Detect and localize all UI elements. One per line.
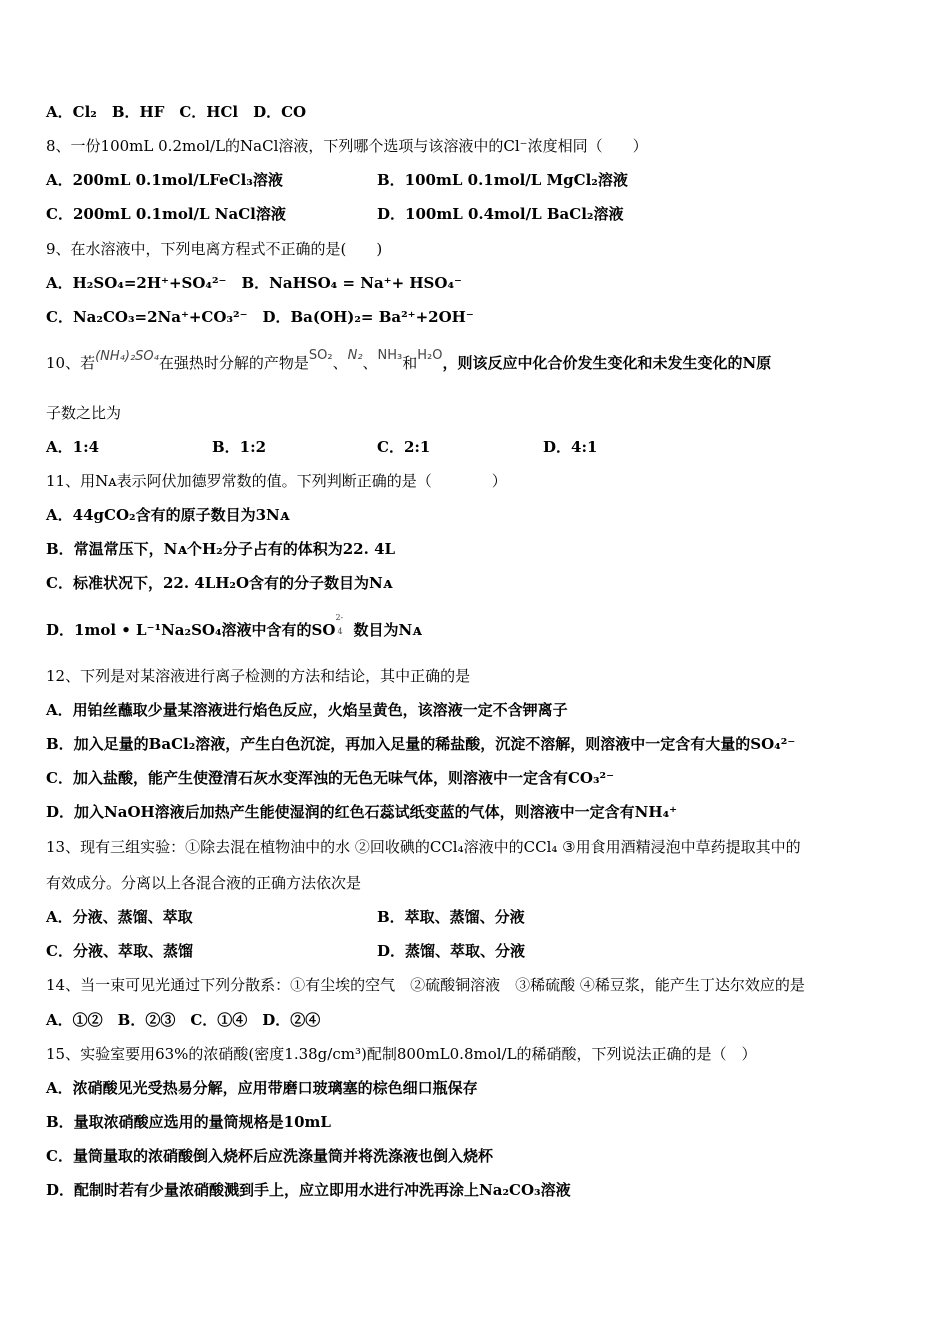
q9-stem: 9、在水溶液中，下列电离方程式不正确的是( ) [46,240,383,258]
q9-options-cd: C．Na₂CO₃=2Na⁺+CO₃²⁻ D．Ba(OH)₂= Ba²⁺+2OH⁻ [46,308,474,326]
q15-option-a: A．浓硝酸见光受热易分解，应用带磨口玻璃塞的棕色细口瓶保存 [46,1079,478,1097]
q10-sep2: 、 [362,354,378,372]
q15-option-b: B．量取浓硝酸应选用的量筒规格是10mL [46,1113,331,1131]
q10-mid: 在强热时分解的产物是 [158,354,309,372]
q12-option-c: C．加入盐酸，能产生使澄清石灰水变浑浊的无色无味气体，则溶液中一定含有CO₃²⁻ [46,769,615,787]
q8-option-b: B．100mL 0.1mol/L MgCl₂溶液 [377,171,628,189]
q11-option-d-pre: D．1mol • L⁻¹Na₂SO₄溶液中含有的SO [46,621,336,639]
q8-option-c: C．200mL 0.1mol/L NaCl溶液 [46,205,286,223]
q9-options-ab: A．H₂SO₄=2H⁺+SO₄²⁻ B．NaHSO₄ = Na⁺+ HSO₄⁻ [46,274,462,292]
q12-stem: 12、下列是对某溶液进行离子检测的方法和结论，其中正确的是 [46,667,471,685]
q11-option-d: D．1mol • L⁻¹Na₂SO₄溶液中含有的SO 2- 4 数目为Nᴀ [46,613,422,639]
q10-and: 和 [402,354,418,372]
q14-options: A．①② B．②③ C．①④ D．②④ [46,1011,321,1029]
q8-option-d: D．100mL 0.4mol/L BaCl₂溶液 [377,205,624,223]
q13-continuation: 有效成分。分离以上各混合液的正确方法依次是 [46,874,362,892]
q13-option-c: C．分液、萃取、蒸馏 [46,942,193,960]
q11-stem: 11、用Nᴀ表示阿伏加德罗常数的值。下列判断正确的是（ ） [46,472,507,490]
q10-product-nh3: NH₃ [377,348,403,363]
q10-sep1: 、 [332,354,348,372]
q13-option-b: B．萃取、蒸馏、分液 [377,908,525,926]
q8-stem: 8、一份100mL 0.2mol/L的NaCl溶液，下列哪个选项与该溶液中的Cl⁻浓度相同（ ） [46,137,648,155]
q12-option-d: D．加入NaOH溶液后加热产生能使湿润的红色石蕊试纸变蓝的气体，则溶液中一定含有NH₄⁺ [46,803,678,821]
q10-stem [46,348,772,375]
q8-option-a: A．200mL 0.1mol/LFeCl₃溶液 [46,171,283,189]
q10-suffix: ，则该反应中化合价发生变化和未发生变化的N原 [442,354,772,372]
q11-option-d-post: 数目为Nᴀ [353,621,422,639]
q12-option-a: A．用铂丝蘸取少量某溶液进行焰色反应，火焰呈黄色，该溶液一定不含钾离子 [46,701,568,719]
q11-option-a: A．44gCO₂含有的原子数目为3Nᴀ [46,506,290,524]
q10-option-b: B．1:2 [212,438,267,456]
q10-continuation: 子数之比为 [46,404,122,422]
q15-stem: 15、实验室要用63%的浓硝酸(密度1.38g/cm³)配制800mL0.8mol/L的稀硝酸，下列说法正确的是（ ） [46,1045,757,1063]
q13-stem: 13、现有三组实验：①除去混在植物油中的水 ②回收碘的CCl₄溶液中的CCl₄ ③用食用酒精浸泡中草药提取其中的 [46,838,801,856]
q11-option-b: B．常温常压下，Nᴀ个H₂分子占有的体积为22. 4L [46,540,396,558]
q15-option-d: D．配制时若有少量浓硝酸溅到手上，应立即用水进行冲洗再涂上Na₂CO₃溶液 [46,1181,571,1199]
q14-stem: 14、当一束可见光通过下列分散系：①有尘埃的空气 ②硫酸铜溶液 ③稀硫酸 ④稀豆浆，能产生丁达尔效应的是 [46,976,805,994]
q11-option-c: C．标准状况下，22. 4LH₂O含有的分子数目为Nᴀ [46,574,393,592]
q10-compound-formula: (NH₄)₂SO₄ [95,349,159,364]
q10-option-c: C．2:1 [377,438,431,456]
q12-option-b: B．加入足量的BaCl₂溶液，产生白色沉淀，再加入足量的稀盐酸，沉淀不溶解，则溶液中一定含有大量的SO₄²⁻ [46,735,796,753]
q13-option-d: D．蒸馏、萃取、分液 [377,942,526,960]
q15-option-c: C．量筒量取的浓硝酸倒入烧杯后应洗涤量筒并将洗涤液也倒入烧杯 [46,1147,493,1165]
q10-product-h2o: H₂O [417,348,443,363]
q10-product-so2: SO₂ [308,348,333,363]
q10-prefix: 10、若 [46,354,96,372]
q10-product-n2: N₂ [347,348,363,363]
q7-options: A．Cl₂ B．HF C．HCl D．CO [46,103,307,121]
q13-option-a: A．分液、蒸馏、萃取 [46,908,193,926]
q10-option-d: D．4:1 [543,438,598,456]
q10-option-a: A．1:4 [46,438,100,456]
